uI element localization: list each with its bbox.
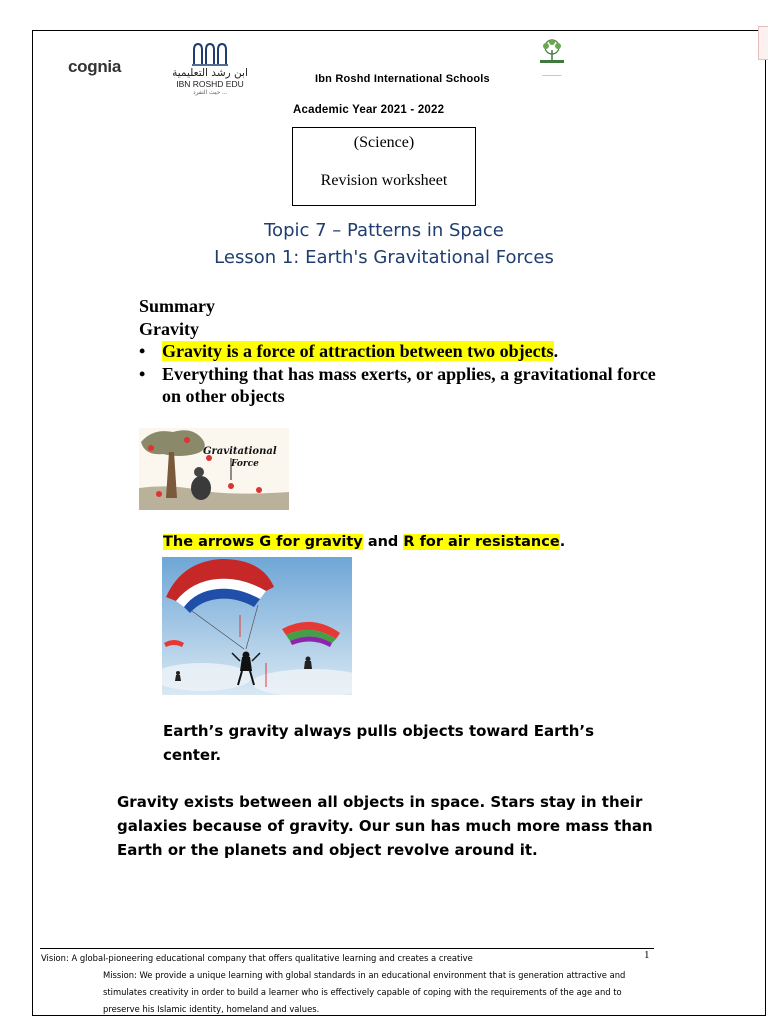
subject-label: (Science) bbox=[353, 134, 415, 151]
school-crest-text: ────── bbox=[542, 73, 562, 78]
bullet-item bbox=[139, 363, 659, 408]
school-crest-logo bbox=[516, 38, 588, 82]
school-name: Ibn Roshd International Schools bbox=[315, 73, 490, 85]
footer-vision-mission bbox=[41, 950, 641, 1018]
side-tab bbox=[758, 26, 768, 60]
ibn-logo-tagline: حيث التفرد ... bbox=[192, 90, 228, 96]
earth-gravity-text: Earth’s gravity always pulls objects toward Earth’s center. bbox=[163, 722, 594, 764]
bullet-period: . bbox=[553, 341, 559, 361]
caption-period: . bbox=[559, 534, 566, 550]
bullet-highlighted-text: Gravity is a force of attraction between two objects bbox=[162, 341, 554, 361]
air-resistance-text: R for air resistance bbox=[403, 534, 560, 550]
bullet-item bbox=[139, 340, 659, 363]
arrows-caption bbox=[163, 534, 565, 550]
bullet-text: Everything that has mass exerts, or applies, a gravitational force on other objects bbox=[162, 363, 656, 406]
worksheet-label: Revision worksheet bbox=[320, 172, 448, 189]
gravity-exists-paragraph: Gravity exists between all objects in space. Stars stay in their galaxies because of gravity. Our sun has much more mass than Earth or the planets and object revolve around it. bbox=[117, 793, 653, 859]
footer-divider bbox=[40, 948, 654, 949]
academic-year: Academic Year 2021 - 2022 bbox=[293, 104, 445, 116]
and-text: and bbox=[362, 534, 404, 550]
ibn-logo-arabic: ابن رشد التعليمية bbox=[172, 67, 248, 79]
gravitational-force-illustration bbox=[139, 428, 289, 510]
bullet-marker: • bbox=[139, 363, 146, 384]
building-icon bbox=[190, 40, 230, 66]
bullet-marker: • bbox=[139, 341, 146, 361]
page-number: 1 bbox=[644, 949, 650, 961]
illustration-label-line1: Gravitational bbox=[203, 446, 277, 457]
gravity-subheading: Gravity bbox=[139, 318, 199, 339]
vision-text: Vision: A global-pioneering educational company that offers qualitative learning and creates a creative bbox=[41, 953, 473, 963]
ibn-logo-latin: IBN ROSHD EDU bbox=[176, 79, 244, 89]
lesson-title: Lesson 1: Earth's Gravitational Forces bbox=[214, 247, 554, 268]
topic-title: Topic 7 – Patterns in Space bbox=[264, 220, 504, 241]
summary-heading: Summary bbox=[139, 296, 215, 316]
summary-section bbox=[139, 295, 659, 408]
gravity-arrow-text: The arrows G for gravity bbox=[163, 534, 363, 550]
cognia-logo: cognia bbox=[68, 57, 121, 76]
subject-box bbox=[292, 127, 476, 206]
parachute-photo bbox=[162, 557, 352, 695]
mission-text: Mission: We provide a unique learning with global standards in an educational environment that is generation attractive and stimulates creativity in order to build a learner who is effectively capable of coping with the requirements of the age and to preserve his Islamic identity, homeland and values. bbox=[103, 970, 626, 1014]
ibn-roshd-logo bbox=[160, 40, 260, 120]
tree-icon bbox=[532, 38, 572, 68]
illustration-label-line2: Force bbox=[231, 459, 259, 469]
